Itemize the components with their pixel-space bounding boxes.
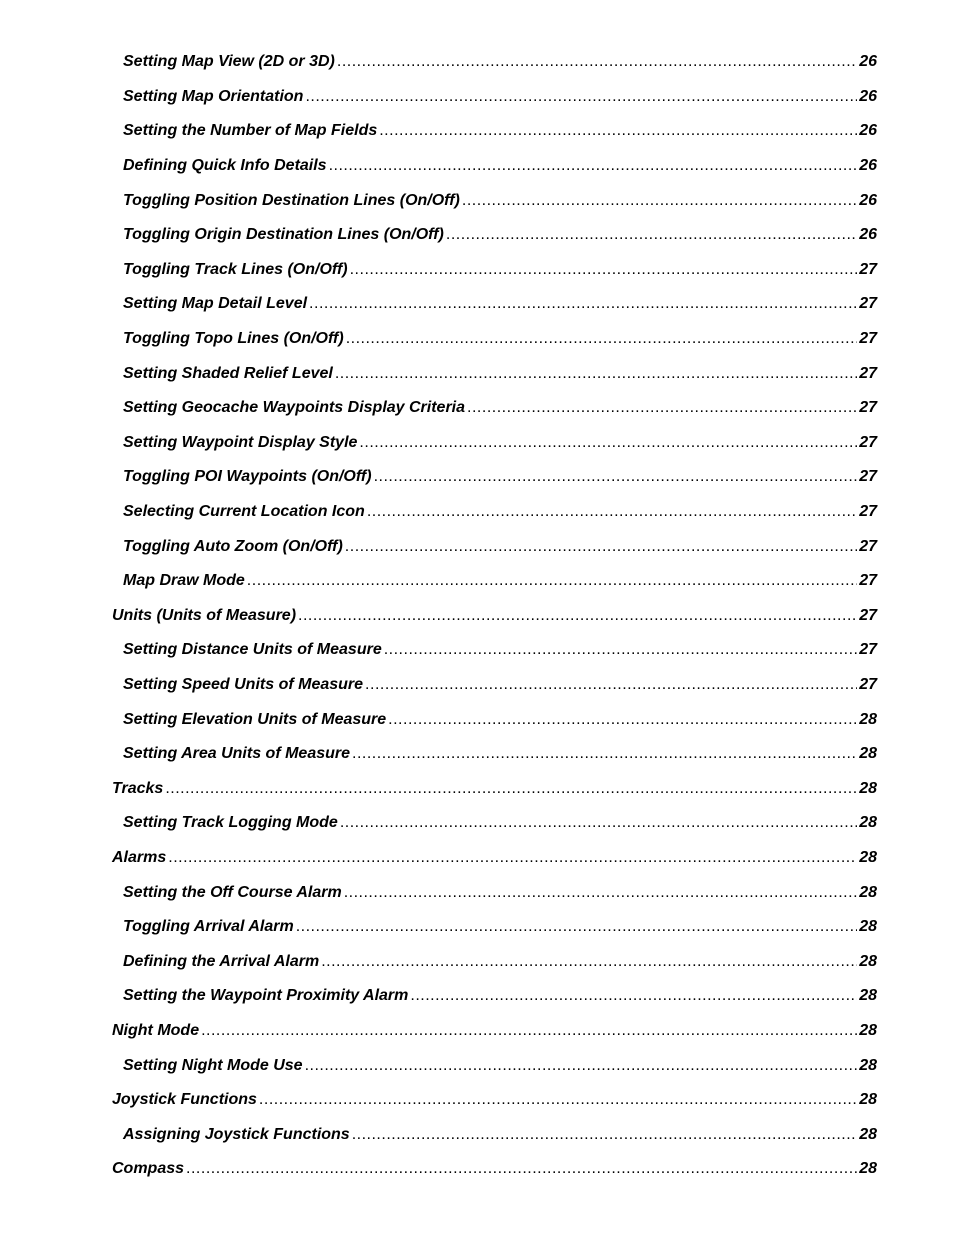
dot-leader	[337, 53, 857, 71]
toc-entry-title: Toggling Arrival Alarm	[123, 918, 294, 936]
toc-entry[interactable]	[0, 426, 954, 461]
toc-entry-title: Setting Speed Units of Measure	[123, 675, 364, 693]
toc-entry[interactable]	[0, 1083, 954, 1118]
dot-leader	[305, 88, 857, 106]
dot-leader	[296, 918, 858, 936]
toc-entry-page-number: 28	[859, 918, 877, 936]
dot-leader	[446, 226, 857, 244]
toc-entry-title: Setting the Off Course Alarm	[123, 883, 342, 901]
toc-entry[interactable]	[0, 702, 954, 737]
toc-entry-title: Toggling Origin Destination Lines (On/Off)	[123, 226, 444, 244]
toc-entry[interactable]	[0, 633, 954, 668]
toc-entry-title: Setting Map Detail Level	[123, 295, 308, 313]
toc-entry-title: Setting Geocache Waypoints Display Criteria	[123, 399, 466, 417]
toc-entry-page-number: 28	[859, 1160, 877, 1178]
toc-entry-page-number: 28	[859, 952, 877, 970]
toc-entry-title: Toggling Auto Zoom (On/Off)	[123, 537, 343, 555]
toc-entry-page-number: 28	[859, 1021, 877, 1039]
toc-entry[interactable]	[0, 944, 954, 979]
toc-entry[interactable]	[0, 391, 954, 426]
toc-entry[interactable]	[0, 460, 954, 495]
toc-entry-page-number: 27	[859, 364, 877, 382]
toc-entry-page-number: 28	[859, 987, 877, 1005]
toc-entry[interactable]	[0, 322, 954, 357]
toc-entry[interactable]	[0, 149, 954, 184]
toc-entry-page-number: 28	[859, 1056, 877, 1074]
dot-leader	[165, 780, 857, 798]
dot-leader	[388, 711, 857, 729]
toc-entry-title: Setting Track Logging Mode	[123, 814, 338, 832]
toc-entry-title: Assigning Joystick Functions	[123, 1125, 350, 1143]
toc-entry[interactable]	[0, 1117, 954, 1152]
toc-entry-title: Setting Area Units of Measure	[123, 745, 351, 763]
toc-entry-page-number: 27	[859, 503, 877, 521]
dot-leader	[384, 641, 857, 659]
toc-entry[interactable]	[0, 599, 954, 634]
dot-leader	[321, 953, 857, 971]
toc-entry-title: Compass	[112, 1160, 185, 1178]
toc-entry-title: Setting Distance Units of Measure	[123, 641, 382, 659]
toc-entry-page-number: 27	[859, 675, 877, 693]
toc-entry-page-number: 27	[859, 260, 877, 278]
toc-entry-page-number: 26	[859, 53, 877, 71]
toc-entry-page-number: 26	[859, 157, 877, 175]
toc-entry-page-number: 26	[859, 191, 877, 209]
toc-entry[interactable]	[0, 564, 954, 599]
dot-leader	[365, 676, 857, 694]
toc-entry-title: Setting Waypoint Display Style	[123, 433, 358, 451]
toc-entry-title: Toggling Track Lines (On/Off)	[123, 260, 348, 278]
dot-leader	[247, 572, 857, 590]
toc-entry-page-number: 28	[859, 814, 877, 832]
toc-entry[interactable]	[0, 737, 954, 772]
toc-entry-title: Night Mode	[112, 1021, 200, 1039]
toc-entry-title: Joystick Functions	[112, 1091, 257, 1109]
dot-leader	[298, 607, 857, 625]
toc-entry[interactable]	[0, 287, 954, 322]
dot-leader	[340, 814, 857, 832]
dot-leader	[345, 538, 857, 556]
toc-entry-title: Setting Elevation Units of Measure	[123, 710, 387, 728]
toc-entry-title: Toggling Topo Lines (On/Off)	[123, 330, 344, 348]
toc-entry-title: Setting Map Orientation	[123, 87, 304, 105]
toc-entry-page-number: 27	[859, 641, 877, 659]
toc-entry-page-number: 26	[859, 226, 877, 244]
toc-entry-page-number: 28	[859, 745, 877, 763]
toc-entry-title: Units (Units of Measure)	[112, 606, 297, 624]
toc-entry-title: Alarms	[112, 848, 167, 866]
toc-entry-page-number: 27	[859, 399, 877, 417]
toc-entry[interactable]	[0, 771, 954, 806]
dot-leader	[168, 849, 857, 867]
toc-entry-page-number: 28	[859, 1125, 877, 1143]
dot-leader	[201, 1022, 857, 1040]
dot-leader	[186, 1160, 857, 1178]
toc-entry-title: Map Draw Mode	[123, 572, 245, 590]
toc-entry-page-number: 28	[859, 710, 877, 728]
toc-entry-title: Setting the Waypoint Proximity Alarm	[123, 987, 409, 1005]
toc-entry-page-number: 28	[859, 883, 877, 901]
toc-entry-page-number: 27	[859, 606, 877, 624]
dot-leader	[344, 884, 858, 902]
toc-entry-page-number: 27	[859, 433, 877, 451]
toc-entry-title: Setting Shaded Relief Level	[123, 364, 333, 382]
dot-leader	[374, 468, 858, 486]
toc-entry[interactable]	[0, 668, 954, 703]
toc-entry[interactable]	[0, 253, 954, 288]
dot-leader	[352, 745, 857, 763]
toc-entry[interactable]	[0, 218, 954, 253]
dot-leader	[467, 399, 857, 417]
toc-entry[interactable]	[0, 910, 954, 945]
dot-leader	[462, 192, 857, 210]
toc-entry-page-number: 28	[859, 848, 877, 866]
toc-entry-page-number: 28	[859, 779, 877, 797]
toc-entry[interactable]	[0, 806, 954, 841]
dot-leader	[350, 261, 858, 279]
toc-entry[interactable]	[0, 183, 954, 218]
toc-entry-title: Toggling POI Waypoints (On/Off)	[123, 468, 372, 486]
toc-entry-title: Setting Night Mode Use	[123, 1056, 303, 1074]
toc-entry-page-number: 27	[859, 330, 877, 348]
toc-entry-page-number: 27	[859, 468, 877, 486]
toc-entry-title: Toggling Position Destination Lines (On/Off)	[123, 191, 460, 209]
toc-entry-page-number: 26	[859, 122, 877, 140]
toc-entry-page-number: 27	[859, 295, 877, 313]
toc-entry[interactable]	[0, 1152, 954, 1187]
toc-entry[interactable]	[0, 529, 954, 564]
toc-entry[interactable]	[0, 1048, 954, 1083]
toc-entry[interactable]	[0, 45, 954, 80]
toc-entry-page-number: 28	[859, 1091, 877, 1109]
dot-leader	[346, 330, 858, 348]
dot-leader	[379, 122, 857, 140]
dot-leader	[410, 987, 857, 1005]
table-of-contents	[0, 45, 954, 1187]
dot-leader	[359, 434, 857, 452]
toc-entry[interactable]	[0, 80, 954, 115]
toc-entry-page-number: 26	[859, 87, 877, 105]
dot-leader	[352, 1126, 858, 1144]
toc-entry-title: Defining the Arrival Alarm	[123, 952, 320, 970]
toc-entry-title: Tracks	[112, 779, 164, 797]
dot-leader	[335, 365, 857, 383]
dot-leader	[259, 1091, 857, 1109]
toc-entry-page-number: 27	[859, 572, 877, 590]
toc-entry-page-number: 27	[859, 537, 877, 555]
dot-leader	[367, 503, 857, 521]
toc-entry[interactable]	[0, 979, 954, 1014]
dot-leader	[309, 295, 857, 313]
toc-entry-title: Defining Quick Info Details	[123, 157, 327, 175]
dot-leader	[305, 1057, 858, 1075]
dot-leader	[329, 157, 858, 175]
toc-entry[interactable]	[0, 875, 954, 910]
toc-entry[interactable]	[0, 114, 954, 149]
toc-entry-title: Setting Map View (2D or 3D)	[123, 53, 335, 71]
toc-entry-title: Selecting Current Location Icon	[123, 503, 365, 521]
toc-entry[interactable]	[0, 495, 954, 530]
toc-entry[interactable]	[0, 356, 954, 391]
toc-entry[interactable]	[0, 841, 954, 876]
toc-entry-title: Setting the Number of Map Fields	[123, 122, 378, 140]
toc-entry[interactable]	[0, 1014, 954, 1049]
